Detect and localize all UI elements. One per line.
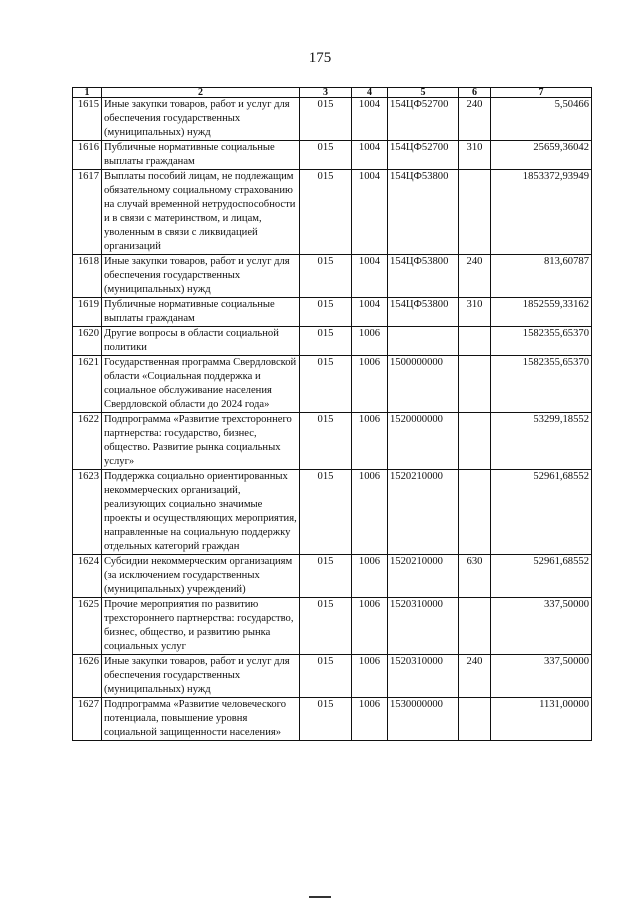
table-row — [73, 141, 592, 170]
row-ministry-code: 015 — [300, 413, 352, 470]
row-amount: 1582355,65370 — [491, 356, 592, 413]
row-target-code: 1520210000 — [388, 470, 459, 555]
row-ministry-code: 015 — [300, 598, 352, 655]
page-number: 175 — [308, 50, 332, 66]
row-number: 1626 — [73, 655, 102, 698]
bottom-mark — [309, 896, 331, 898]
row-amount: 1852559,33162 — [491, 298, 592, 327]
row-ministry-code: 015 — [300, 98, 352, 141]
row-expense-type — [459, 698, 491, 741]
row-number: 1622 — [73, 413, 102, 470]
row-amount: 52961,68552 — [491, 470, 592, 555]
row-number: 1618 — [73, 255, 102, 298]
row-target-code — [388, 327, 459, 356]
row-target-code: 1520310000 — [388, 598, 459, 655]
column-header: 3 — [300, 88, 352, 98]
table-row — [73, 655, 592, 698]
row-target-code: 154ЦФ53800 — [388, 298, 459, 327]
row-section-code: 1006 — [352, 698, 388, 741]
table-row — [73, 298, 592, 327]
row-ministry-code: 015 — [300, 141, 352, 170]
row-name: Иные закупки товаров, работ и услуг для обеспечения государственных (муниципальных) нужд — [102, 655, 300, 698]
row-number: 1615 — [73, 98, 102, 141]
row-target-code: 1530000000 — [388, 698, 459, 741]
row-ministry-code: 015 — [300, 555, 352, 598]
table-body — [73, 98, 592, 741]
row-section-code: 1006 — [352, 598, 388, 655]
row-section-code: 1006 — [352, 327, 388, 356]
row-amount: 337,50000 — [491, 655, 592, 698]
table-row — [73, 327, 592, 356]
table-row — [73, 470, 592, 555]
row-ministry-code: 015 — [300, 298, 352, 327]
row-name: Подпрограмма «Развитие человеческого потенциала, повышение уровня социальной защищенности населения» — [102, 698, 300, 741]
table-row — [73, 98, 592, 141]
row-target-code: 1520310000 — [388, 655, 459, 698]
row-section-code: 1004 — [352, 255, 388, 298]
row-ministry-code: 015 — [300, 356, 352, 413]
row-expense-type: 310 — [459, 141, 491, 170]
row-expense-type: 310 — [459, 298, 491, 327]
row-target-code: 154ЦФ52700 — [388, 141, 459, 170]
row-amount: 25659,36042 — [491, 141, 592, 170]
row-name: Поддержка социально ориентированных некоммерческих организаций, реализующих социально значимые проекты и осуществляющих мероприятия, направленные на социальную поддержку отдельных категорий граждан — [102, 470, 300, 555]
column-header: 5 — [388, 88, 459, 98]
budget-table — [72, 87, 592, 741]
row-target-code: 154ЦФ52700 — [388, 98, 459, 141]
row-ministry-code: 015 — [300, 170, 352, 255]
row-name: Прочие мероприятия по развитию трехстороннего партнерства: государство, бизнес, общество, и развитию рынка социальных услуг — [102, 598, 300, 655]
row-name: Иные закупки товаров, работ и услуг для обеспечения государственных (муниципальных) нужд — [102, 255, 300, 298]
column-header: 7 — [491, 88, 592, 98]
row-name: Публичные нормативные социальные выплаты гражданам — [102, 141, 300, 170]
row-number: 1617 — [73, 170, 102, 255]
row-name: Подпрограмма «Развитие трехстороннего партнерства: государство, бизнес, общество. Развитие рынка социальных услуг» — [102, 413, 300, 470]
row-section-code: 1006 — [352, 356, 388, 413]
row-section-code: 1004 — [352, 298, 388, 327]
row-expense-type: 240 — [459, 98, 491, 141]
row-amount: 813,60787 — [491, 255, 592, 298]
row-amount: 1131,00000 — [491, 698, 592, 741]
row-expense-type: 630 — [459, 555, 491, 598]
row-section-code: 1006 — [352, 470, 388, 555]
row-amount: 1853372,93949 — [491, 170, 592, 255]
row-expense-type: 240 — [459, 255, 491, 298]
row-expense-type: 240 — [459, 655, 491, 698]
row-number: 1621 — [73, 356, 102, 413]
row-expense-type — [459, 598, 491, 655]
table-row — [73, 598, 592, 655]
row-amount: 53299,18552 — [491, 413, 592, 470]
row-target-code: 154ЦФ53800 — [388, 255, 459, 298]
row-section-code: 1004 — [352, 170, 388, 255]
row-number: 1619 — [73, 298, 102, 327]
row-amount: 5,50466 — [491, 98, 592, 141]
row-ministry-code: 015 — [300, 327, 352, 356]
column-header: 2 — [102, 88, 300, 98]
column-header: 6 — [459, 88, 491, 98]
row-expense-type — [459, 327, 491, 356]
row-amount: 337,50000 — [491, 598, 592, 655]
row-section-code: 1006 — [352, 413, 388, 470]
row-number: 1620 — [73, 327, 102, 356]
table-row — [73, 698, 592, 741]
row-name: Государственная программа Свердловской области «Социальная поддержка и социальное обслуживание населения Свердловской области до 2024 года» — [102, 356, 300, 413]
row-number: 1623 — [73, 470, 102, 555]
column-header: 1 — [73, 88, 102, 98]
row-target-code: 154ЦФ53800 — [388, 170, 459, 255]
row-ministry-code: 015 — [300, 255, 352, 298]
row-number: 1616 — [73, 141, 102, 170]
row-name: Выплаты пособий лицам, не подлежащим обязательному социальному страхованию на случай временной нетрудоспособности и в связи с материнством, и лицам, уволенным в связи с ликвидацией организаций — [102, 170, 300, 255]
row-ministry-code: 015 — [300, 470, 352, 555]
table-row — [73, 555, 592, 598]
header-row — [73, 88, 592, 98]
table-row — [73, 255, 592, 298]
row-ministry-code: 015 — [300, 698, 352, 741]
row-name: Публичные нормативные социальные выплаты гражданам — [102, 298, 300, 327]
row-expense-type — [459, 170, 491, 255]
row-number: 1624 — [73, 555, 102, 598]
row-number: 1625 — [73, 598, 102, 655]
row-amount: 1582355,65370 — [491, 327, 592, 356]
row-name: Иные закупки товаров, работ и услуг для обеспечения государственных (муниципальных) нужд — [102, 98, 300, 141]
row-expense-type — [459, 413, 491, 470]
row-number: 1627 — [73, 698, 102, 741]
column-header: 4 — [352, 88, 388, 98]
row-target-code: 1520000000 — [388, 413, 459, 470]
row-expense-type — [459, 470, 491, 555]
row-section-code: 1006 — [352, 555, 388, 598]
row-name: Субсидии некоммерческим организациям (за исключением государственных (муниципальных) учреждений) — [102, 555, 300, 598]
table-row — [73, 170, 592, 255]
row-target-code: 1520210000 — [388, 555, 459, 598]
row-section-code: 1006 — [352, 655, 388, 698]
row-name: Другие вопросы в области социальной политики — [102, 327, 300, 356]
row-amount: 52961,68552 — [491, 555, 592, 598]
table-row — [73, 356, 592, 413]
row-ministry-code: 015 — [300, 655, 352, 698]
row-target-code: 1500000000 — [388, 356, 459, 413]
row-section-code: 1004 — [352, 98, 388, 141]
table-row — [73, 413, 592, 470]
row-expense-type — [459, 356, 491, 413]
row-section-code: 1004 — [352, 141, 388, 170]
